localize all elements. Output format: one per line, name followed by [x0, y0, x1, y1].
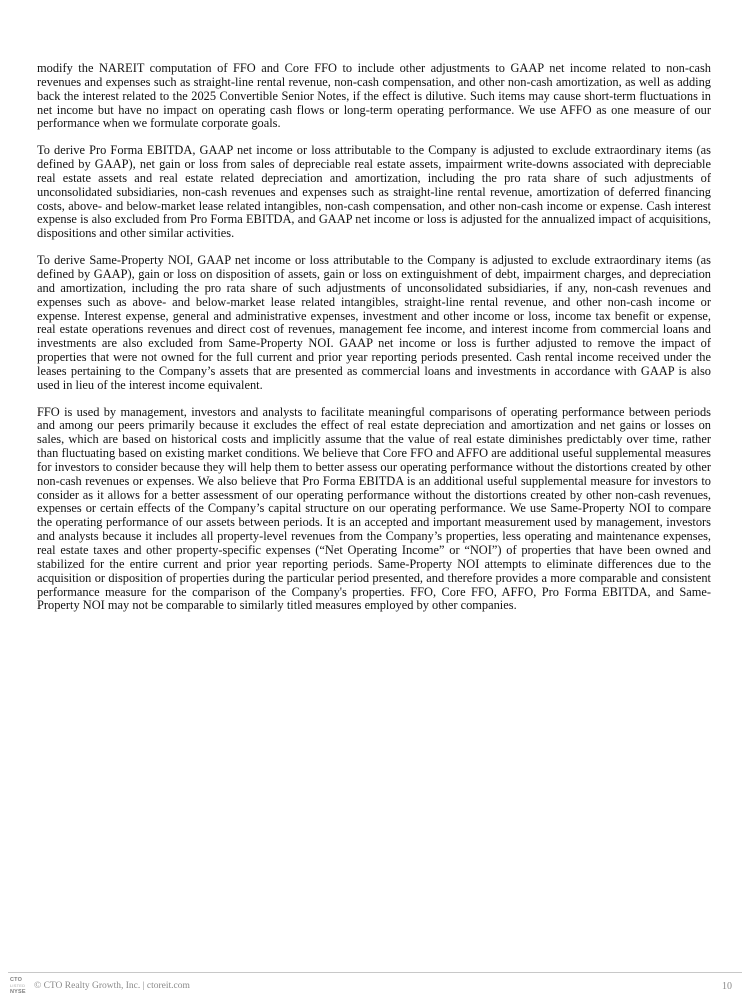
paragraph-ffo-usage: FFO is used by management, investors and analysts to facilitate meaningful comparisons of operating performance between periods and among our peers primarily because it excludes the effect of real estate depreciation and amortization and net gains or losses on sales, which are based on historical costs and implicitly assume that the value of real estate diminishes predictably over time, rather than fluctuating based on existing market conditions. We believe that Core FFO and AFFO are additional useful supplemental measures for investors to consider because they will help them to better assess our operating performance without the distortions created by other non-cash revenues or expenses. We also believe that Pro Forma EBITDA is an additional useful supplemental measure for investors to consider as it allows for a better assessment of our operating performance without the distortions created by other non-cash revenues, expenses or certain effects of the Company’s capital structure on our operating performance. We use Same-Property NOI to compare the operating performance of our assets between periods. It is an accepted and important measurement used by management, investors and analysts because it includes all property-level revenues from the Company’s properties, less operating and maintenance expenses, real estate taxes and other property-specific expenses (“Net Operating Income” or “NOI”) of properties that have been owned and stabilized for the entire current and prior year reporting periods. Same-Property NOI attempts to eliminate differences due to the acquisition or disposition of properties during the particular period presented, and therefore provides a more comparable and consistent performance measure for the comparison of the Company's properties. FFO, Core FFO, AFFO, Pro Forma EBITDA, and Same-Property NOI may not be comparable to similarly titled measures employed by other companies. [37, 404, 711, 613]
document-body [37, 62, 711, 626]
paragraph-affo-definition: modify the NAREIT computation of FFO and Core FFO to include other adjustments to GAAP net income related to non-cash revenues and expenses such as straight-line rental revenue, non-cash compensation, and other non-cash amortization, as well as adding back the interest related to the 2025 Convertible Senior Notes, if the effect is dilutive. Such items may cause short-term fluctuations in net income but have no impact on operating cash flows or long-term operating performance. We use AFFO as one measure of our performance when we formulate corporate goals. [37, 61, 711, 131]
logo-exchange: NYSE [10, 989, 26, 995]
logo-listed: LISTED [10, 983, 26, 988]
page-footer [10, 975, 732, 997]
logo-ticker: CTO [10, 977, 23, 983]
page-number: 10 [722, 980, 732, 992]
footer-divider [8, 972, 742, 973]
nyse-listed-logo [10, 977, 30, 995]
paragraph-pro-forma-ebitda: To derive Pro Forma EBITDA, GAAP net income or loss attributable to the Company is adjusted to exclude extraordinary items (as defined by GAAP), net gain or loss from sales of depreciable real estate assets, impairment write-downs associated with depreciable real estate assets and real estate related depreciation and amortization, including the pro rata share of such adjustments of unconsolidated subsidiaries, non-cash revenues and expenses such as straight-line rental revenue, amortization of deferred financing costs, above- and below-market lease related intangibles, non-cash compensation, and other non-cash income or expense. Cash interest expense is also excluded from Pro Forma EBITDA, and GAAP net income or loss is adjusted for the annualized impact of acquisitions, dispositions and other similar activities. [37, 143, 711, 241]
footer-copyright: © CTO Realty Growth, Inc. | ctoreit.com [34, 981, 190, 991]
paragraph-same-property-noi: To derive Same-Property NOI, GAAP net income or loss attributable to the Company is adjusted to exclude extraordinary items (as defined by GAAP), gain or loss on disposition of assets, gain or loss on extinguishment of debt, impairment charges, and depreciation and amortization, including the pro rata share of such adjustments of unconsolidated subsidiaries, if any, non-cash revenues and expenses such as above- and below-market lease related intangibles, straight-line rental revenue, and other non-cash income or expense. Interest expense, general and administrative expenses, investment and other income or loss, income tax benefit or expense, real estate operations revenues and direct cost of revenues, management fee income, and interest income from commercial loans and investments are also excluded from Same-Property NOI. GAAP net income or loss is further adjusted to remove the impact of properties that were not owned for the full current and prior year reporting periods presented. Cash rental income received under the leases pertaining to the Company’s assets that are presented as commercial loans and investments in accordance with GAAP is also used in lieu of the interest income equivalent. [37, 253, 711, 392]
